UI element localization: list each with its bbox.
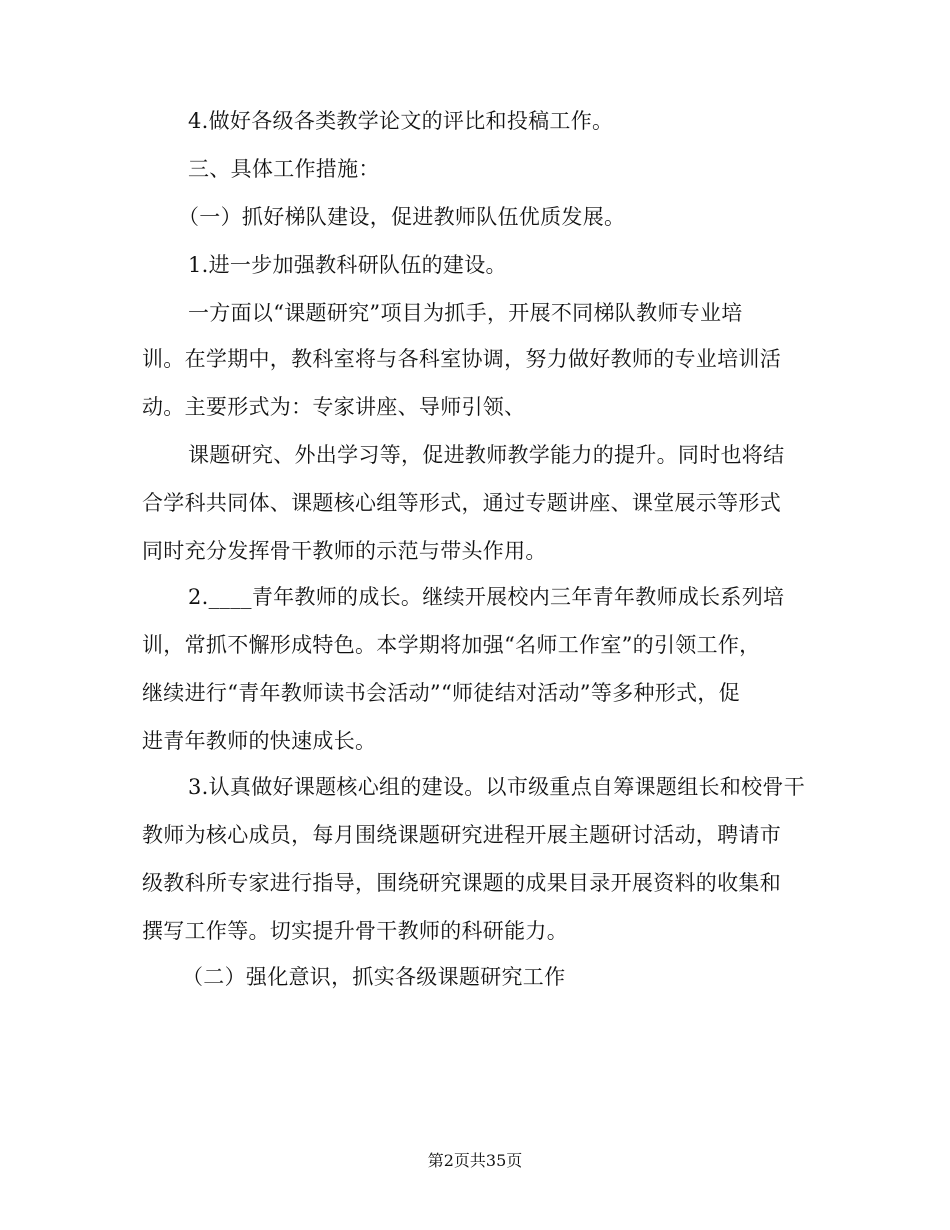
paragraph-line: 课题研究、外出学习等，促进教师教学能力的提升。同时也将结 <box>188 443 785 467</box>
paragraph-line: 同时充分发挥骨干教师的示范与带头作用。 <box>142 539 547 563</box>
paragraph-line: 4.做好各级各类教学论文的评比和投稿工作。 <box>188 109 614 133</box>
paragraph-line: 3.认真做好课题核心组的建设。以市级重点自筹课题组长和校骨干 <box>188 775 806 799</box>
subsection-heading: （一）抓好梯队建设，促进教师队伍优质发展。 <box>178 205 626 229</box>
paragraph-line: 1.进一步加强教科研队伍的建设。 <box>188 253 507 277</box>
paragraph-line: 训。在学期中，教科室将与各科室协调，努力做好教师的专业培训活 <box>142 347 781 371</box>
paragraph-line: 进青年教师的快速成长。 <box>142 729 377 753</box>
paragraph-line: 级教科所专家进行指导，围绕研究课题的成果目录开展资料的收集和 <box>142 871 781 895</box>
paragraph-line: 撰写工作等。切实提升骨干教师的科研能力。 <box>142 919 568 943</box>
section-heading: 三、具体工作措施： <box>188 157 380 181</box>
paragraph-line: 合学科共同体、课题核心组等形式，通过专题讲座、课堂展示等形式 <box>142 491 781 515</box>
subsection-heading: （二）强化意识，抓实各级课题研究工作 <box>182 965 566 989</box>
paragraph-line: 教师为核心成员，每月围绕课题研究进程开展主题研讨活动，聘请市 <box>142 823 781 847</box>
paragraph-line: 动。主要形式为：专家讲座、导师引领、 <box>142 395 526 419</box>
paragraph-line: 训，常抓不懈形成特色。本学期将加强“名师工作室”的引领工作， <box>142 633 761 657</box>
paragraph-line: 继续进行“青年教师读书会活动”“师徒结对活动”等多种形式，促 <box>142 681 740 705</box>
paragraph-line: 2.____青年教师的成长。继续开展校内三年青年教师成长系列培 <box>188 585 785 609</box>
page-number-footer: 第2页共35页 <box>427 1151 523 1170</box>
paragraph-line: 一方面以“课题研究”项目为抓手，开展不同梯队教师专业培 <box>188 301 743 325</box>
